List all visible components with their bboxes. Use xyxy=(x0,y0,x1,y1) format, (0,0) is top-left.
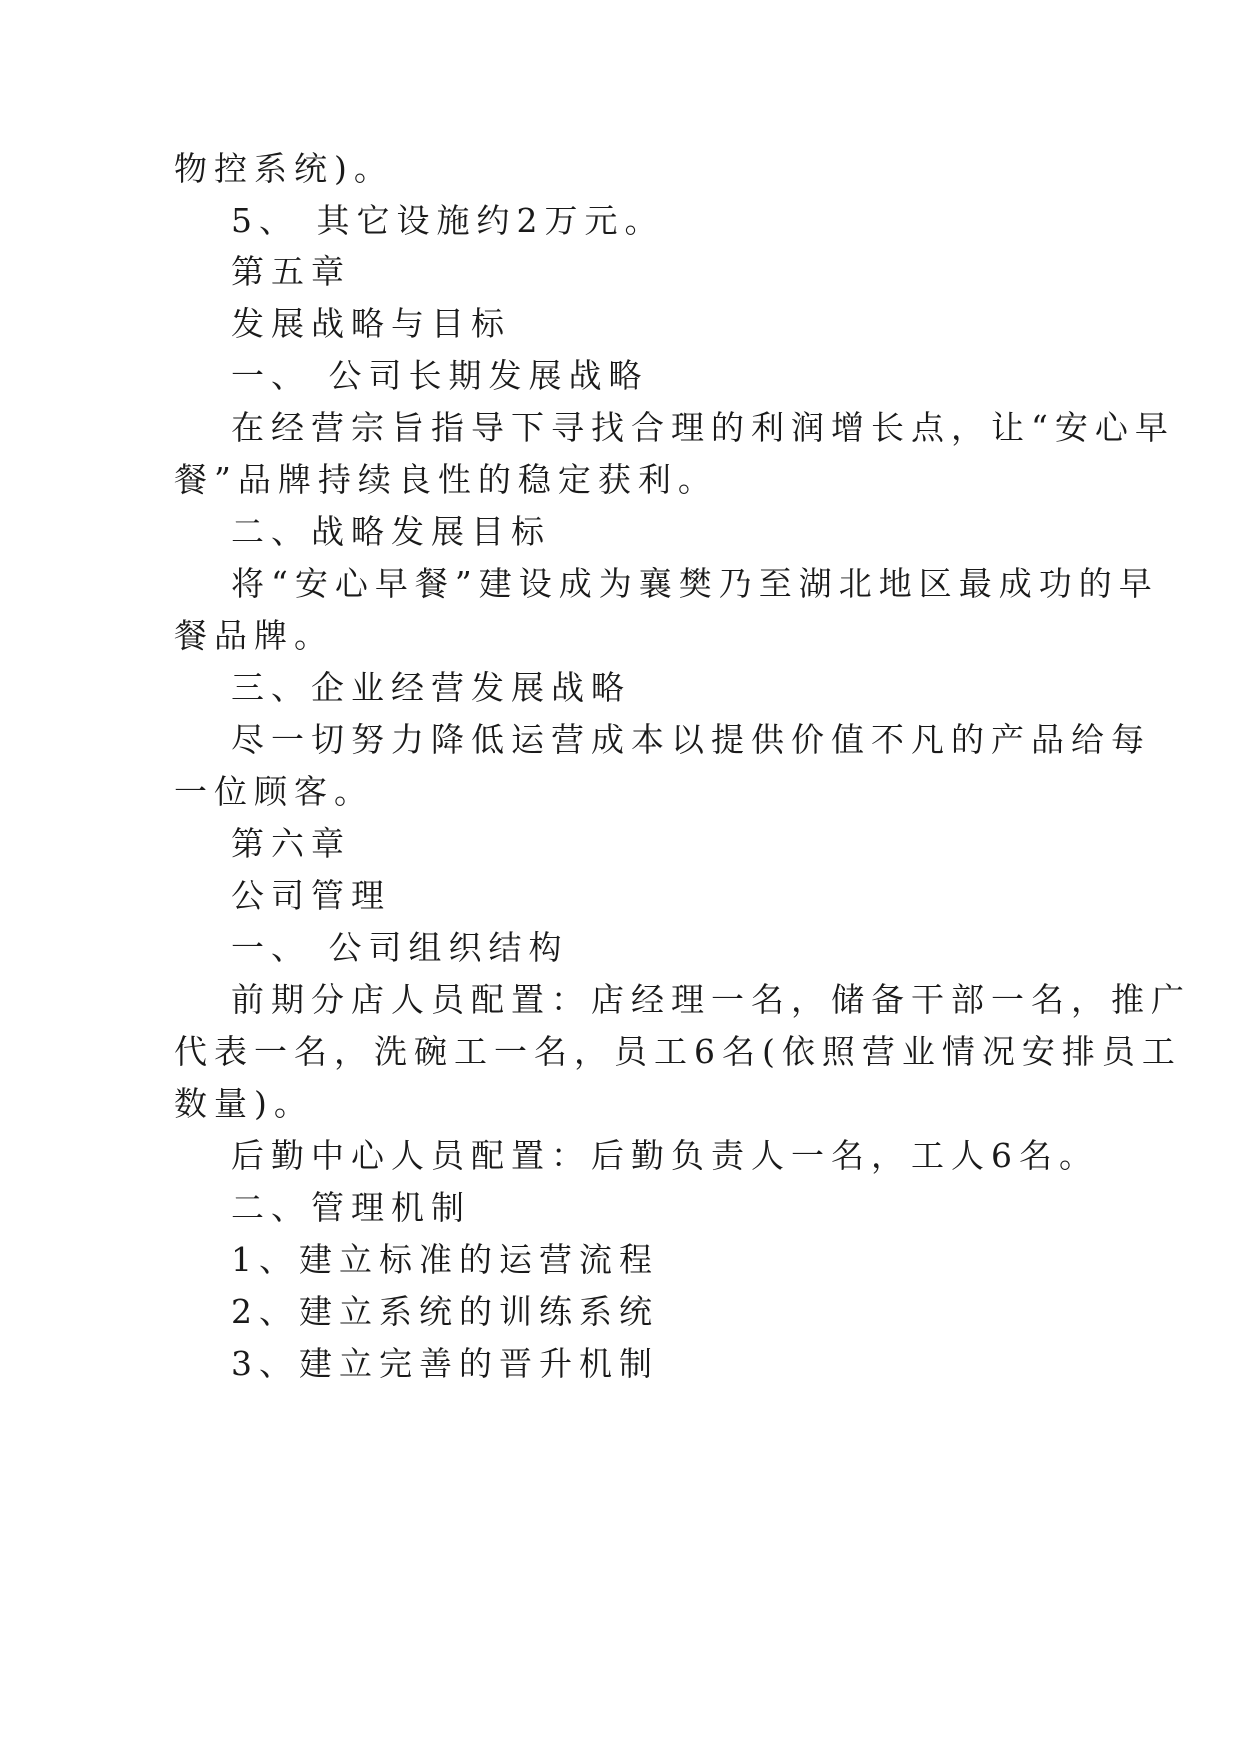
chapter-title: 公司管理 xyxy=(231,876,391,915)
list-item: 1、建立标准的运营流程 xyxy=(231,1240,659,1279)
text-line: 后勤中心人员配置：后勤负责人一名，工人6名。 xyxy=(231,1136,1099,1175)
text-line: 在经营宗旨指导下寻找合理的利润增长点，让“安心早 xyxy=(231,408,1175,447)
chapter-heading: 第六章 xyxy=(231,824,351,863)
list-item: 2、建立系统的训练系统 xyxy=(231,1292,659,1331)
text-line: 一位顾客。 xyxy=(174,772,374,811)
text-line: 将“安心早餐”建设成为襄樊乃至湖北地区最成功的早 xyxy=(231,564,1159,603)
text-line: 前期分店人员配置：店经理一名，储备干部一名，推广 xyxy=(231,980,1191,1019)
text-line: 数量)。 xyxy=(174,1084,314,1123)
text-line: 尽一切努力降低运营成本以提供价值不凡的产品给每 xyxy=(231,720,1151,759)
text-line: 代表一名，洗碗工一名，员工6名(依照营业情况安排员工 xyxy=(174,1032,1182,1071)
text-line: 5、 其它设施约2万元。 xyxy=(231,201,665,240)
text-line: 餐”品牌持续良性的稳定获利。 xyxy=(174,460,718,499)
section-heading: 三、企业经营发展战略 xyxy=(231,668,631,707)
text-line: 餐品牌。 xyxy=(174,616,334,655)
chapter-title: 发展战略与目标 xyxy=(231,304,511,343)
section-heading: 二、战略发展目标 xyxy=(231,512,551,551)
section-heading: 一、 公司组织结构 xyxy=(231,928,569,967)
section-heading: 一、 公司长期发展战略 xyxy=(231,356,649,395)
section-heading: 二、管理机制 xyxy=(231,1188,471,1227)
list-item: 3、建立完善的晋升机制 xyxy=(231,1344,659,1383)
text-line: 物控系统)。 xyxy=(174,149,394,188)
chapter-heading: 第五章 xyxy=(231,252,351,291)
